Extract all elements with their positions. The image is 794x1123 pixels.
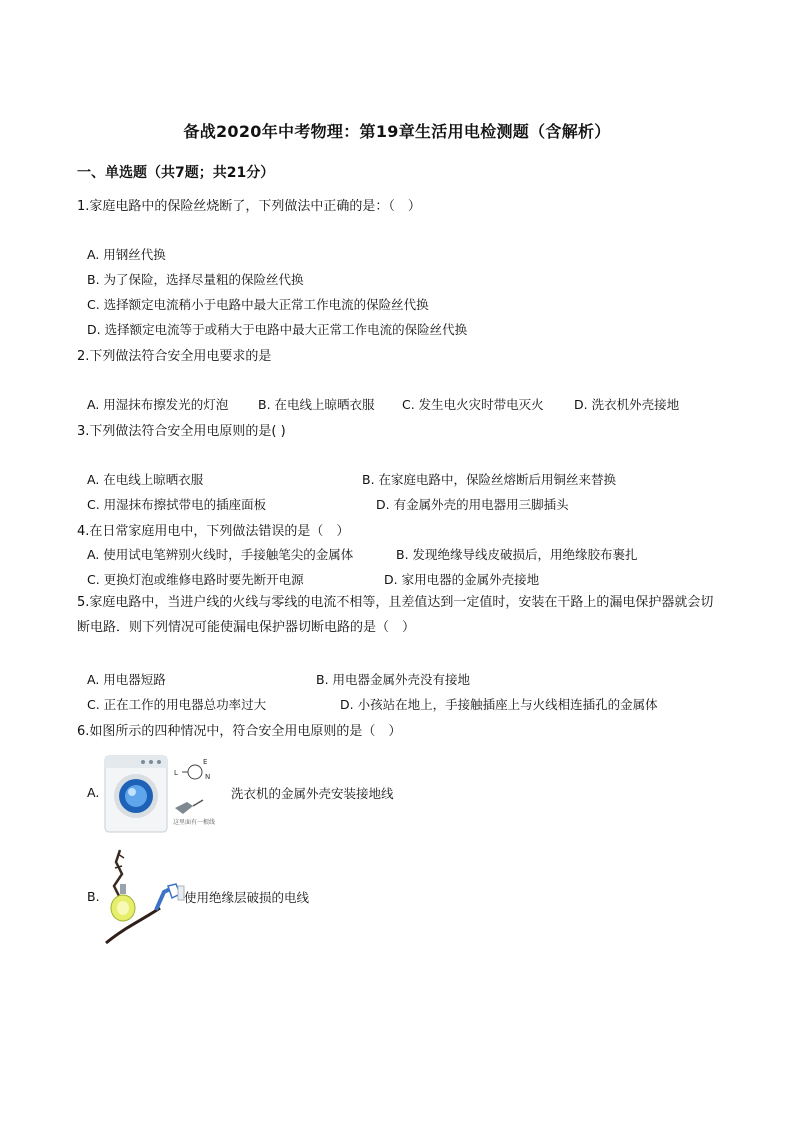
- q1-option-c: C. 选择额定电流稍小于电路中最大正常工作电流的保险丝代换: [87, 297, 429, 312]
- damaged-wire-icon: [104, 848, 186, 946]
- page-title: 备战2020年中考物理：第19章生活用电检测题（含解析）: [183, 122, 611, 141]
- q5-option-d: D. 小孩站在地上，手接触插座上与火线相连插孔的金属体: [340, 697, 658, 712]
- q3-option-b: B. 在家庭电路中，保险丝熔断后用铜丝来替换: [362, 472, 617, 487]
- q4-option-b: B. 发现绝缘导线皮破损后，用绝缘胶布裹扎: [396, 547, 638, 562]
- q1-option-a: A. 用钢丝代换: [87, 247, 166, 262]
- q6-option-b-caption: 使用绝缘层破损的电线: [184, 890, 310, 905]
- question-3-stem: 3.下列做法符合安全用电原则的是( ): [77, 424, 286, 439]
- question-1-stem: 1.家庭电路中的保险丝烧断了，下列做法中正确的是：（ ）: [77, 199, 421, 214]
- q5-option-b: B. 用电器金属外壳没有接地: [316, 672, 471, 687]
- label-l: L: [174, 769, 178, 777]
- q3-option-d: D. 有金属外壳的用电器用三脚插头: [376, 497, 569, 512]
- q3-option-c: C. 用湿抹布擦拭带电的插座面板: [87, 497, 267, 512]
- q2-option-b: B. 在电线上晾晒衣服: [258, 397, 375, 412]
- question-5-stem: 5.家庭电路中，当进户线的火线与零线的电流不相等，且差值达到一定值时，安装在干路上的漏电保护器就会切断电路．则下列情况可能使漏电保护器切断电路的是（ ）: [77, 595, 714, 635]
- q5-option-a: A. 用电器短路: [87, 672, 166, 687]
- question-6-stem: 6.如图所示的四种情况中，符合安全用电原则的是（ ）: [77, 724, 402, 739]
- question-2-stem: 2.下列做法符合安全用电要求的是: [77, 349, 272, 364]
- q6-option-a-label: A.: [87, 785, 100, 800]
- q4-option-d: D. 家用电器的金属外壳接地: [384, 572, 540, 587]
- q1-option-b: B. 为了保险，选择尽量粗的保险丝代换: [87, 272, 304, 287]
- q3-option-a: A. 在电线上晾晒衣服: [87, 472, 204, 487]
- question-4-stem: 4.在日常家庭用电中，下列做法错误的是（ ）: [77, 524, 350, 539]
- q4-option-c: C. 更换灯泡或维修电路时要先断开电源: [87, 572, 304, 587]
- q1-option-d: D. 选择额定电流等于或稍大于电路中最大正常工作电流的保险丝代换: [87, 322, 468, 337]
- label-n: N: [205, 773, 211, 781]
- q6-option-a-caption: 洗衣机的金属外壳安装接地线: [231, 786, 394, 801]
- q2-option-a: A. 用湿抹布擦发光的灯泡: [87, 397, 229, 412]
- q4-option-a: A. 使用试电笔辨别火线时，手接触笔尖的金属体: [87, 547, 354, 562]
- q2-option-d: D. 洗衣机外壳接地: [574, 397, 680, 412]
- q2-option-c: C. 发生电火灾时带电灭火: [402, 397, 544, 412]
- figure-note: 这里面有一根线: [173, 819, 216, 826]
- washing-machine-icon: [103, 752, 228, 834]
- q6-option-b-label: B.: [87, 889, 100, 904]
- section-heading: 一、单选题（共7题；共21分）: [77, 165, 275, 181]
- label-e: E: [203, 758, 208, 766]
- q5-option-c: C. 正在工作的用电器总功率过大: [87, 697, 267, 712]
